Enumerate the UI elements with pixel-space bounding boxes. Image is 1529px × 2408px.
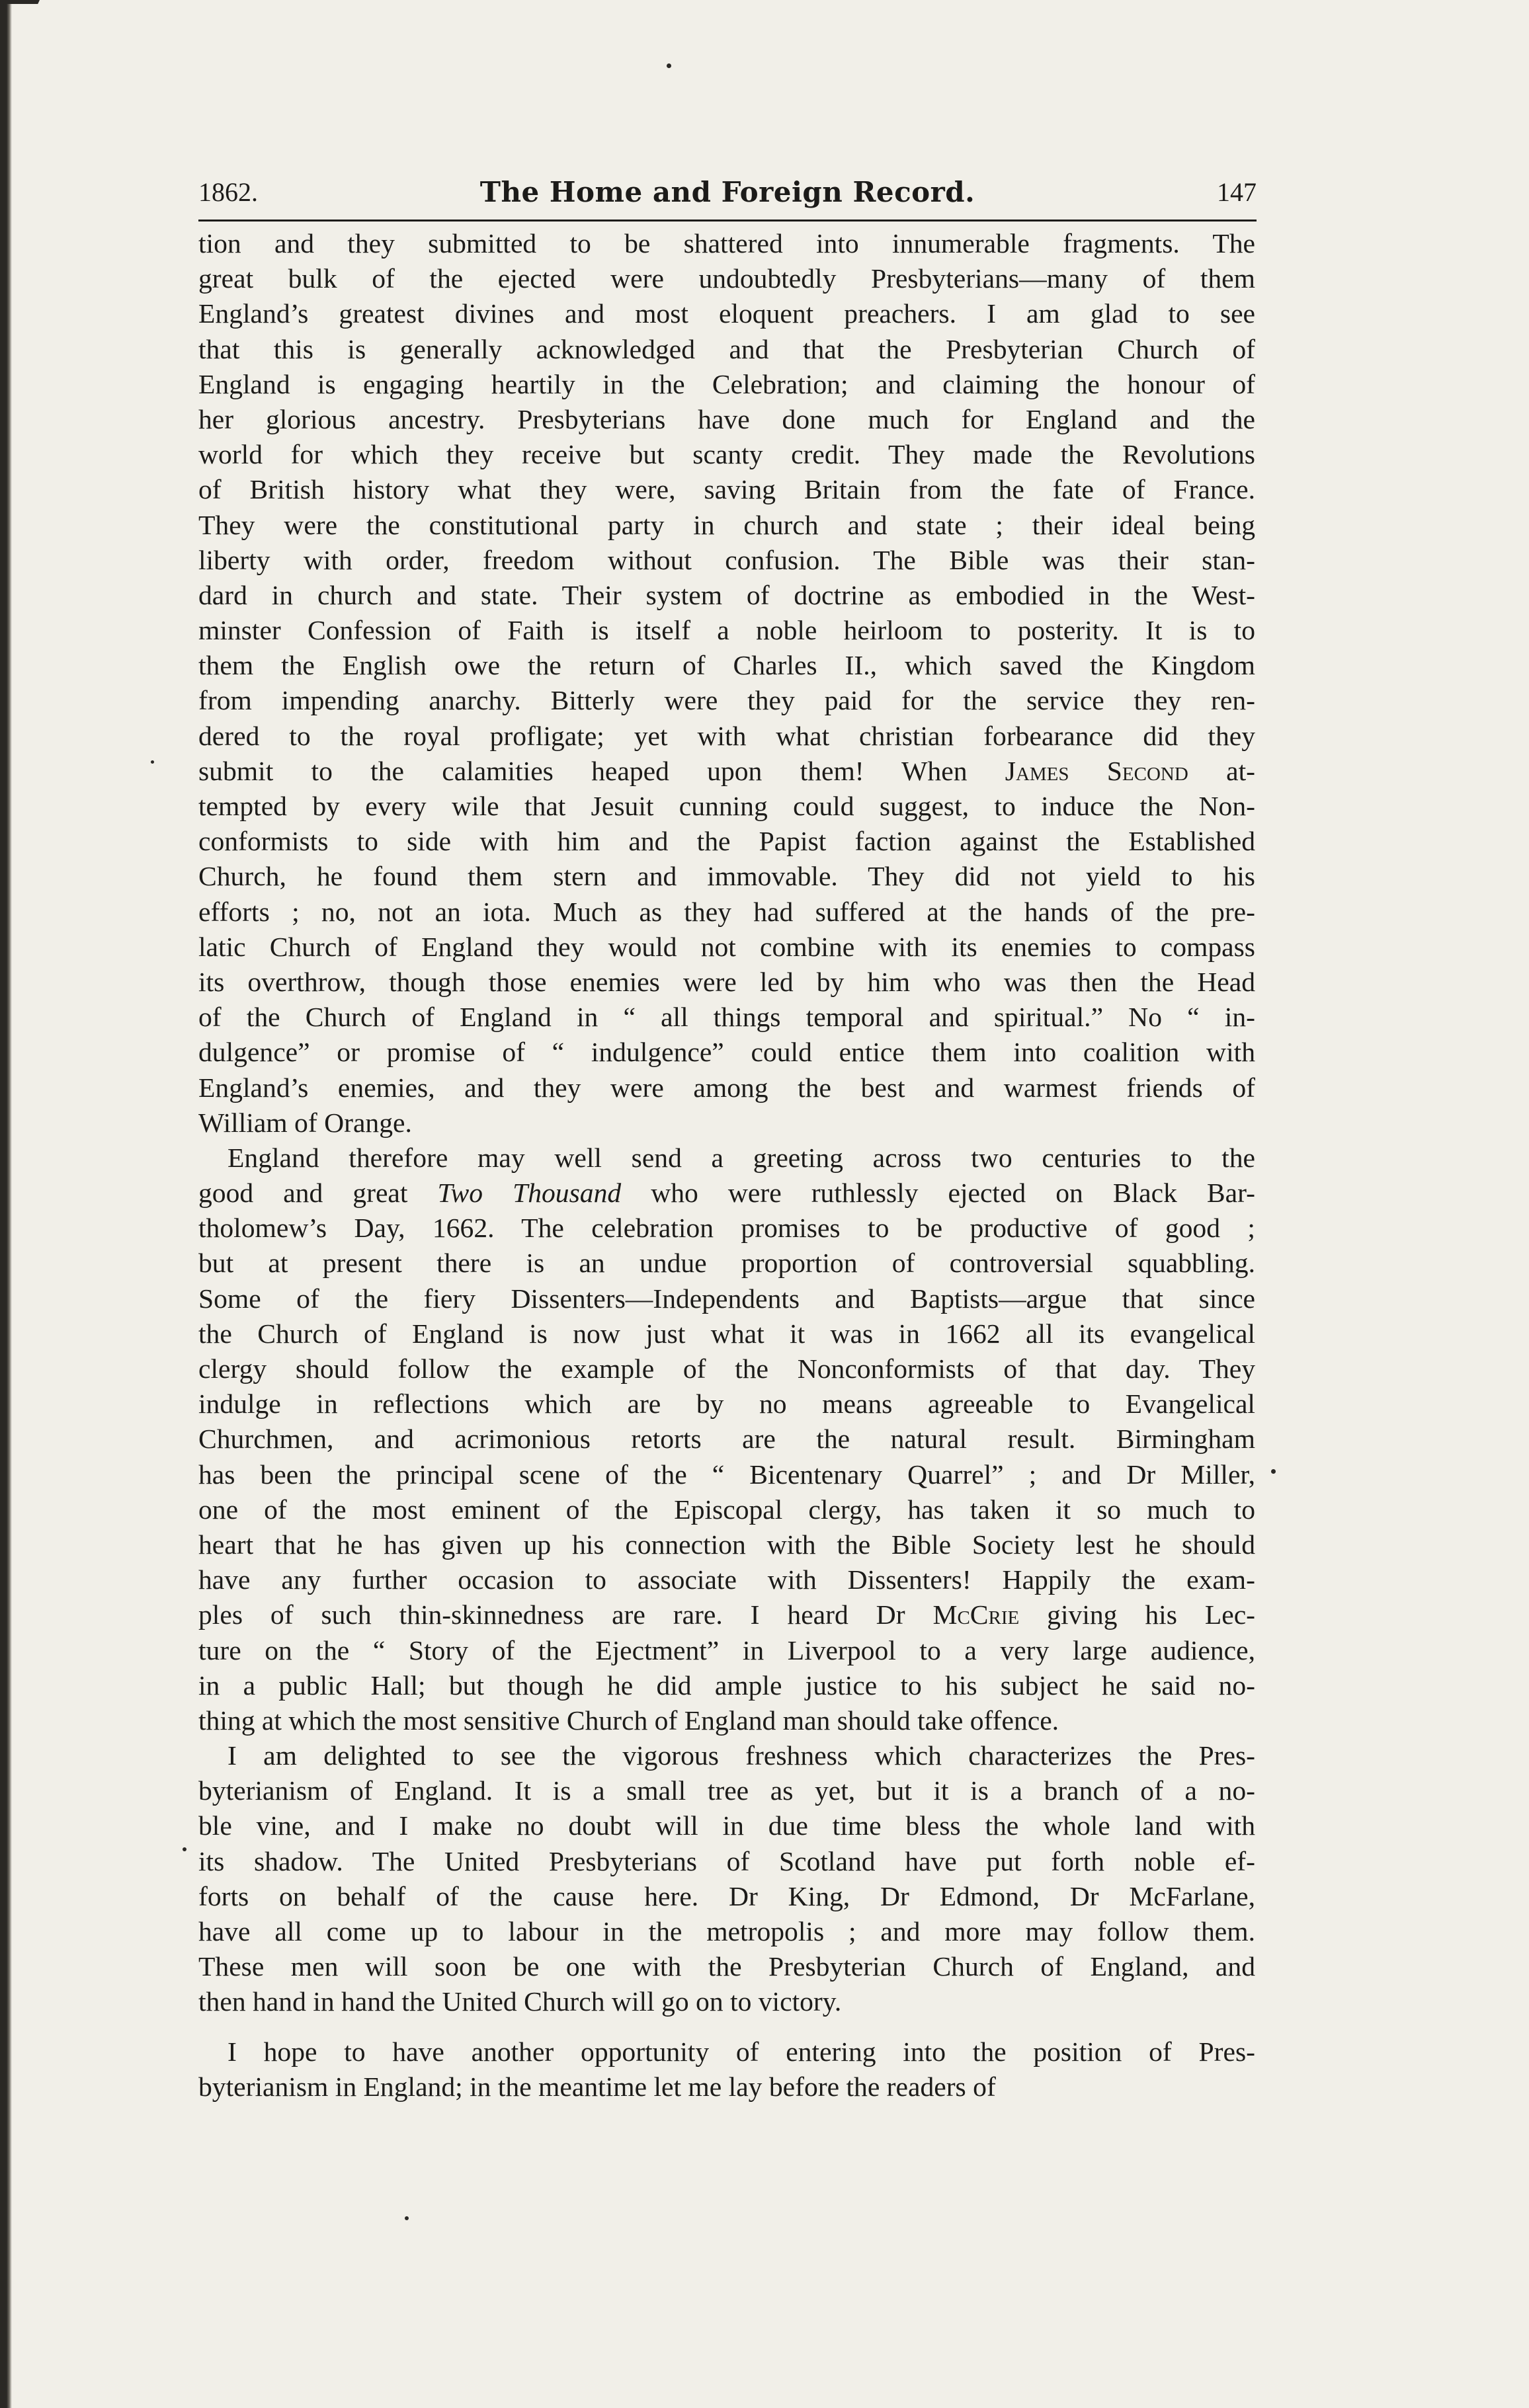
text-line: but at present there is an undue proportion of controversial squabbling. — [198, 1248, 1255, 1279]
article-body — [198, 226, 1255, 2105]
text-line: byterianism of England. It is a small tree as yet, but it is a branch of a no- — [198, 1775, 1255, 1806]
text-line: its overthrow, though those enemies were led by him who was then the Head — [198, 966, 1255, 997]
print-speck — [183, 1847, 186, 1851]
text-line: Churchmen, and acrimonious retorts are the natural result. Birmingham — [198, 1424, 1255, 1455]
text-line: one of the most eminent of the Episcopal clergy, has taken it so much to — [198, 1494, 1255, 1525]
text-line: England therefore may well send a greeting across two centuries to the — [227, 1142, 1255, 1173]
paragraph-gap — [198, 2020, 1255, 2034]
page-corner-mark — [0, 0, 40, 30]
text-line: ture on the “ Story of the Ejectment” in Liverpool to a very large audience, — [198, 1634, 1255, 1666]
paragraph — [198, 1738, 1255, 2020]
text-line: submit to the calamities heaped upon them! When James Second at- — [198, 755, 1255, 786]
text-line: efforts ; no, not an iota. Much as they had suffered at the hands of the pre- — [198, 896, 1255, 927]
page-binding-edge — [0, 0, 12, 2408]
text-line: liberty with order, freedom without confusion. The Bible was their stan- — [198, 544, 1255, 575]
text-line: world for which they receive but scanty credit. They made the Revolutions — [198, 439, 1255, 470]
text-line: dulgence” or promise of “ indulgence” could entice them into coalition with — [198, 1037, 1255, 1068]
text-line: tempted by every wile that Jesuit cunning could suggest, to induce the Non- — [198, 791, 1255, 821]
text-line: great bulk of the ejected were undoubtedly Presbyterians—many of them — [198, 263, 1255, 294]
text-line: that this is generally acknowledged and that the Presbyterian Church of — [198, 333, 1255, 364]
running-header — [198, 169, 1257, 216]
text-line: England’s greatest divines and most eloquent preachers. I am glad to see — [198, 298, 1255, 329]
text-line: I hope to have another opportunity of entering into the position of Pres- — [227, 2036, 1255, 2067]
text-line: from impending anarchy. Bitterly were they paid for the service they ren- — [198, 685, 1255, 716]
text-line: England is engaging heartily in the Celebration; and claiming the honour of — [198, 368, 1255, 399]
header-rule — [198, 220, 1257, 221]
text-line: them the English owe the return of Charles II., which saved the Kingdom — [198, 650, 1255, 681]
text-line: its shadow. The United Presbyterians of Scotland have put forth noble ef- — [198, 1845, 1255, 1876]
text-line: of British history what they were, saving Britain from the fate of France. — [198, 474, 1255, 505]
text-line: has been the principal scene of the “ Bicentenary Quarrel” ; and Dr Miller, — [198, 1459, 1255, 1490]
text-line: heart that he has given up his connection with the Bible Society lest he should — [198, 1529, 1255, 1560]
text-line: tholomew’s Day, 1662. The celebration promises to be productive of good ; — [198, 1213, 1255, 1244]
text-line: then hand in hand the United Church will go on to victory. — [198, 1986, 842, 2017]
text-line: dard in church and state. Their system of doctrine as embodied in the West- — [198, 579, 1255, 610]
text-line: William of Orange. — [198, 1107, 412, 1138]
text-line: ble vine, and I make no doubt will in due time bless the whole land with — [198, 1810, 1255, 1841]
text-line: of the Church of England in “ all things temporal and spiritual.” No “ in- — [198, 1002, 1255, 1033]
text-line: minster Confession of Faith is itself a noble heirloom to posterity. It is to — [198, 615, 1255, 646]
paragraph — [198, 2034, 1255, 2105]
page-number: 147 — [1217, 177, 1257, 207]
text-line: her glorious ancestry. Presbyterians have done much for England and the — [198, 403, 1255, 434]
text-line: latic Church of England they would not combine with its enemies to compass — [198, 931, 1255, 962]
print-speck — [151, 760, 154, 764]
text-line: have all come up to labour in the metropolis ; and more may follow them. — [198, 1916, 1255, 1946]
text-line: Church, he found them stern and immovable. They did not yield to his — [198, 861, 1255, 892]
text-line: the Church of England is now just what it was in 1662 all its evangelical — [198, 1318, 1255, 1349]
text-line: These men will soon be one with the Presbyterian Church of England, and — [198, 1951, 1255, 1982]
text-line: good and great Two Thousand who were ruthlessly ejected on Black Bar- — [198, 1178, 1255, 1209]
text-line: tion and they submitted to be shattered into innumerable fragments. The — [198, 228, 1255, 259]
text-line: dered to the royal profligate; yet with what christian forbearance did they — [198, 720, 1255, 751]
text-line: in a public Hall; but though he did ample justice to his subject he said no- — [198, 1669, 1255, 1701]
text-line: have any further occasion to associate with Dissenters! Happily the exam- — [198, 1564, 1255, 1595]
text-line: clergy should follow the example of the Nonconformists of that day. They — [198, 1353, 1255, 1384]
print-speck — [1271, 1469, 1276, 1474]
text-line: Some of the fiery Dissenters—Independents and Baptists—argue that since — [198, 1283, 1255, 1314]
text-line: forts on behalf of the cause here. Dr King, Dr Edmond, Dr McFarlane, — [198, 1880, 1255, 1911]
paragraph — [198, 1141, 1255, 1738]
paragraph — [198, 226, 1255, 1141]
text-line: ples of such thin-skinnedness are rare. I heard Dr McCrie giving his Lec- — [198, 1599, 1256, 1630]
header-title: The Home and Foreign Record. — [479, 176, 975, 208]
text-line: England’s enemies, and they were among the best and warmest friends of — [198, 1072, 1255, 1103]
text-line: byterianism in England; in the meantime let me lay before the readers of — [198, 2071, 996, 2102]
text-line: They were the constitutional party in church and state ; their ideal being — [198, 509, 1255, 540]
text-line: indulge in reflections which are by no means agreeable to Evangelical — [198, 1388, 1255, 1420]
text-line: thing at which the most sensitive Church of England man should take offence. — [198, 1705, 1059, 1736]
header-year: 1862. — [198, 177, 258, 207]
text-line: conformists to side with him and the Papist faction against the Established — [198, 826, 1255, 857]
text-line: I am delighted to see the vigorous freshness which characterizes the Pres- — [227, 1740, 1255, 1771]
print-speck — [667, 63, 671, 68]
print-speck — [405, 2216, 409, 2220]
